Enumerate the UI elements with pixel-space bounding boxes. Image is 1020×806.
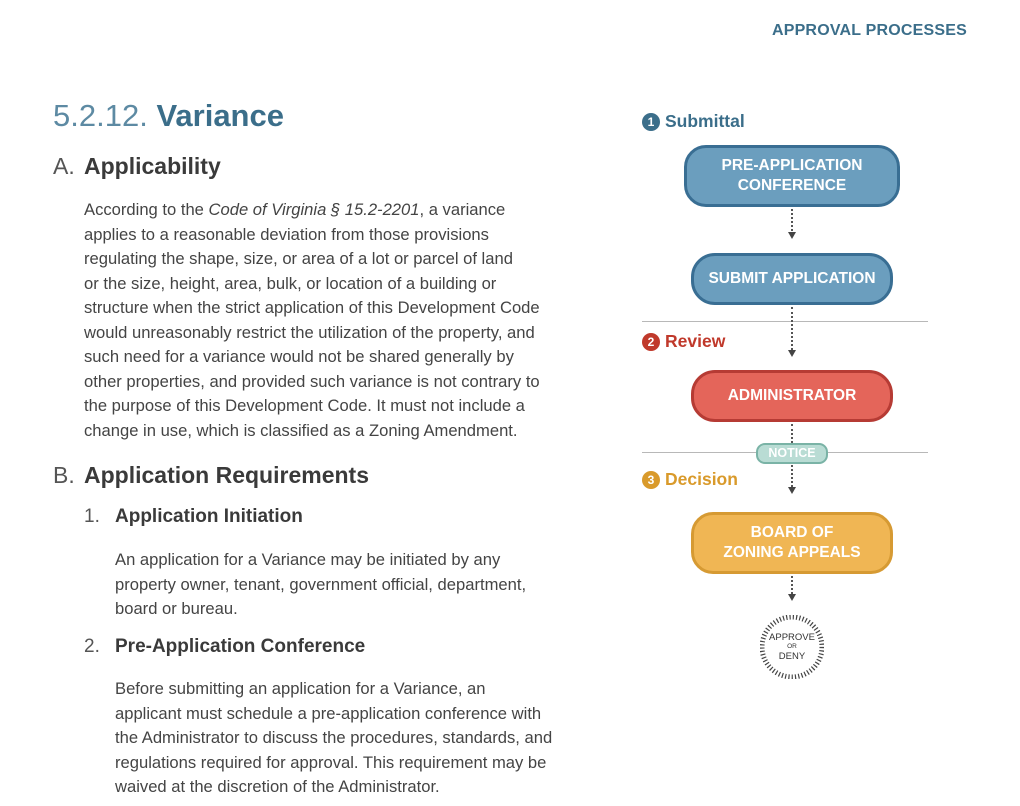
conference-paragraph: [115, 677, 552, 800]
step-pre-application-conference: [684, 145, 900, 207]
step-label: BOARD OF: [750, 524, 834, 541]
step-label: ZONING APPEALS: [723, 544, 861, 561]
arrow-down-icon: [788, 350, 796, 357]
subheading-pre-application-conference: [84, 636, 365, 658]
arrow-down-icon: [788, 232, 796, 239]
paragraph-line: Before submitting an application for a Variance, an: [115, 679, 486, 698]
item-number: 1.: [84, 506, 100, 527]
heading-applicability: [53, 153, 221, 180]
outcome-approve: APPROVE: [769, 632, 815, 643]
paragraph-line: board or bureau.: [115, 599, 238, 618]
connector-line: [791, 307, 793, 350]
page-title: [53, 98, 284, 134]
item-number: 2.: [84, 636, 100, 657]
step-label: CONFERENCE: [737, 177, 847, 194]
paragraph-line: or the size, height, area, bulk, or location of a building or: [84, 273, 497, 293]
arrow-down-icon: [788, 594, 796, 601]
subheading-text: Pre-Application Conference: [115, 636, 366, 657]
paragraph-line: regulating the shape, size, or area of a lot or parcel of land: [84, 249, 513, 268]
step-label: PRE-APPLICATION: [721, 157, 863, 174]
heading-letter: A.: [53, 153, 75, 179]
outcome-or: OR: [787, 643, 797, 650]
step-administrator: [691, 370, 893, 422]
paragraph-line: other properties, and provided such variance is not contrary to: [84, 371, 540, 391]
connector-line: [791, 576, 793, 594]
heading-letter: B.: [53, 462, 75, 488]
phase-label: Review: [665, 331, 726, 351]
paragraph-line: According to the Code of Virginia § 15.2-2201, a variance: [84, 200, 506, 219]
paragraph-line: change in use, which is classified as a Zoning Amendment.: [84, 420, 518, 440]
section-number: 5.2.12.: [53, 98, 148, 133]
paragraph-line: property owner, tenant, government official, department,: [115, 574, 527, 594]
section-header: APPROVAL PROCESSES: [771, 22, 967, 39]
heading-application-requirements: [53, 462, 369, 489]
section-name: Variance: [156, 98, 284, 133]
applicability-paragraph: [84, 198, 540, 443]
phase-label: Decision: [665, 469, 738, 489]
heading-text: Applicability: [84, 153, 221, 179]
phase-number-badge: 3: [642, 471, 660, 489]
phase-submittal: [642, 111, 745, 132]
phase-number-badge: 1: [642, 113, 660, 131]
phase-divider: [642, 321, 928, 322]
notice-tag: NOTICE: [756, 443, 828, 464]
phase-review: [642, 331, 725, 352]
connector-line: [791, 209, 793, 231]
subheading-application-initiation: [84, 506, 303, 528]
step-board-of-zoning-appeals: [691, 512, 893, 574]
connector-line: [791, 424, 793, 443]
initiation-paragraph: [115, 548, 526, 622]
paragraph-line: the purpose of this Development Code. It must not include a: [84, 396, 525, 415]
heading-text: Application Requirements: [84, 462, 369, 488]
outcome-deny: DENY: [778, 651, 806, 662]
phase-label: Submittal: [665, 111, 745, 131]
paragraph-line: applies to a reasonable deviation from those provisions: [84, 224, 489, 244]
step-submit-application: [691, 253, 893, 305]
step-label: SUBMIT APPLICATION: [708, 270, 876, 287]
step-label: ADMINISTRATOR: [727, 387, 857, 404]
code-citation: Code of Virginia § 15.2-2201: [208, 200, 420, 219]
paragraph-line: would unreasonably restrict the utilization of the property, and: [84, 322, 535, 342]
paragraph-line: applicant must schedule a pre-application conference with: [115, 703, 542, 723]
paragraph-line: An application for a Variance may be initiated by any: [115, 550, 501, 569]
connector-line: [791, 465, 793, 487]
arrow-down-icon: [788, 487, 796, 494]
phase-number-badge: 2: [642, 333, 660, 351]
subheading-text: Application Initiation: [115, 506, 303, 527]
approve-or-deny-outcome: [760, 615, 824, 679]
paragraph-line: such need for a variance would not be shared generally by: [84, 347, 514, 366]
paragraph-line: the Administrator to discuss the procedures, standards, and: [115, 728, 553, 747]
paragraph-line: structure when the strict application of this Development Code: [84, 298, 540, 317]
paragraph-line: regulations required for approval. This requirement may be: [115, 752, 547, 772]
phase-decision: [642, 469, 738, 490]
paragraph-line: waived at the discretion of the Administrator.: [115, 777, 440, 796]
